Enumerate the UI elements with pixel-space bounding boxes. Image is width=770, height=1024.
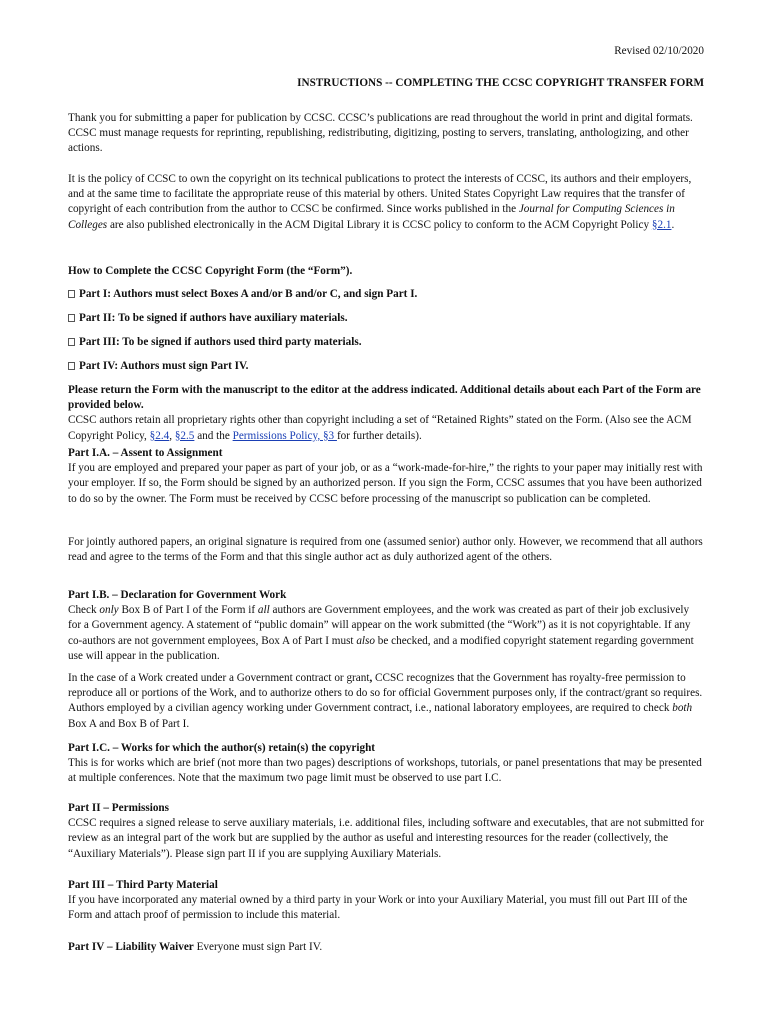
how-to-item-part-iii xyxy=(68,335,704,350)
intro-paragraph: Thank you for submitting a paper for publication by CCSC. CCSC’s publications are read throughout the world in print and digital formats. CCSC must manage requests for reprinting, republishing, redistributing, digitizing, posting to servers, translating, anthologizing, and other actions. xyxy=(68,112,693,155)
joint-authors-paragraph: For jointly authored papers, an original signature is required from one (assumed senior) author only. However, we recommend that all authors read and agree to the terms of the Form and that this single author act as duly authorized agent of the others. xyxy=(68,536,703,564)
how-to-item-part-ii xyxy=(68,311,704,326)
checkbox-icon xyxy=(68,314,75,322)
how-to-item-label: Part IV: Authors must sign Part IV. xyxy=(79,360,249,372)
how-to-item-label: Part II: To be signed if authors have auxiliary materials. xyxy=(79,312,348,324)
part-ib-text-3: authors are Government employees, and the work was created as part of their job exclusively for a Government agency. A statement of “public domain” will appear on the work submitted (the “Work”) as it is not copyrightable. If any co-authors are not government employees, Box A of Part I must xyxy=(68,604,691,647)
separator-text: , xyxy=(169,429,175,442)
policy-text-1: It is the policy of CCSC to own the copyright on its technical publications to protect the interests of CCSC, its authors and their employers, and at the same time to facilitate the appropriate reuse of this material by others. United States Copyright Law requires that the transfer of copyright of each contribution from the author to CCSC be confirmed. Since works published in the xyxy=(68,173,692,216)
retained-rights-text-1: CCSC authors retain all proprietary rights other than copyright including a set of “Retained Rights” stated on the Form. (Also see the ACM Copyright Policy, xyxy=(68,414,692,442)
part-ib-text-1: Check xyxy=(68,604,100,617)
journal-title: Journal for Computing Sciences in Colleges xyxy=(68,203,675,231)
how-to-heading: How to Complete the CCSC Copyright Form (the “Form”). xyxy=(68,265,353,277)
part-iii-text: If you have incorporated any material owned by a third party in your Work or into your Auxiliary Material, you must fill out Part III of the Form and attach proof of permission to include this material. xyxy=(68,894,688,922)
how-to-item-label: Part III: To be signed if authors used third party materials. xyxy=(79,336,362,348)
policy-text-end: . xyxy=(671,218,675,231)
part-iii-section xyxy=(68,878,704,924)
acm-policy-2-1-link[interactable]: §2.1 xyxy=(651,218,672,231)
part-ia-text: If you are employed and prepared your paper as part of your job, or as a “work-made-for-hire,” the rights to your paper may initially rest with your employer. If so, the Form should be signed by an authorized person. If you sign the Form, CCSC assumes that you have been authorized to do so by the owner. The Form must be received by CCSC before processing of the manuscript so publication can be completed. xyxy=(68,462,703,505)
how-to-item-part-iv xyxy=(68,359,704,374)
policy-paragraph xyxy=(68,172,704,233)
emphasis-only: only xyxy=(99,604,119,617)
part-ic-text: This is for works which are brief (not more than two pages) descriptions of workshops, tutorials, or panel presentations that may be presented at multiple conferences. Note that the maximum two page limit must be observed to use part I.C. xyxy=(68,757,702,785)
revised-date: Revised 02/10/2020 xyxy=(614,45,704,57)
part-iv-section xyxy=(68,940,704,955)
gov-contract-comma: , xyxy=(369,672,373,684)
retained-rights-text-3: and the xyxy=(194,429,233,442)
gov-contract-text-1: In the case of a Work created under a Government contract or grant xyxy=(68,672,370,684)
part-ia-section xyxy=(68,446,704,507)
part-ic-heading: Part I.C. – Works for which the author(s) retain(s) the copyright xyxy=(68,742,376,754)
checkbox-icon xyxy=(68,362,75,370)
part-ib-text xyxy=(68,603,704,664)
government-contract-paragraph xyxy=(68,671,704,732)
part-ib-heading: Part I.B. – Declaration for Government Work xyxy=(68,589,287,601)
part-iv-text: Everyone must sign Part IV. xyxy=(193,941,323,953)
checkbox-icon xyxy=(68,290,75,298)
part-ib-text-2: Box B of Part I of the Form if xyxy=(118,604,258,617)
emphasis-also: also xyxy=(356,634,375,647)
acm-policy-2-5-link[interactable]: §2.5 xyxy=(174,429,195,442)
permissions-policy-link[interactable]: Permissions Policy, §3 xyxy=(232,429,337,442)
policy-text-2: are also published electronically in the ACM Digital Library it is CCSC policy to conform to the ACM Copyright Policy xyxy=(107,218,652,231)
retained-rights-text-4: for further details). xyxy=(336,429,422,442)
emphasis-both: both xyxy=(672,702,693,715)
part-ii-text: CCSC requires a signed release to serve auxiliary materials, i.e. additional files, including software and executables, that are not submitted for review as an integral part of the work but are supplied by the author as useful and interesting resources for the reader (collectively, the “Auxiliary Materials”). Please sign part II if you are supplying Auxiliary Materials. xyxy=(68,817,704,860)
checkbox-icon xyxy=(68,338,75,346)
part-ia-heading: Part I.A. – Assent to Assignment xyxy=(68,447,223,459)
part-ii-heading: Part II – Permissions xyxy=(68,802,169,814)
emphasis-all: all xyxy=(257,604,270,617)
how-to-item-part-i xyxy=(68,287,704,302)
acm-policy-2-4-link[interactable]: §2.4 xyxy=(149,429,170,442)
return-instructions: Please return the Form with the manuscript to the editor at the address indicated. Additional details about each Part of the Form are provided below. xyxy=(68,384,701,412)
how-to-item-label: Part I: Authors must select Boxes A and/or B and/or C, and sign Part I. xyxy=(79,288,418,300)
part-ic-section xyxy=(68,741,704,787)
retained-rights-paragraph xyxy=(68,413,704,443)
part-iii-heading: Part III – Third Party Material xyxy=(68,879,218,891)
part-ib-text-4: be checked, and a modified copyright statement regarding government use will appear in the publication. xyxy=(68,634,694,662)
part-ib-section xyxy=(68,588,704,664)
document-title: INSTRUCTIONS -- COMPLETING THE CCSC COPYRIGHT TRANSFER FORM xyxy=(297,77,704,89)
part-iv-heading: Part IV – Liability Waiver xyxy=(68,941,194,953)
return-section xyxy=(68,383,704,444)
part-ii-section xyxy=(68,801,704,862)
gov-contract-text-2: CCSC recognizes that the Government has royalty-free permission to reproduce all or portions of the Work, and to authorize others to do so for official Government purposes only, if the contract/grant so requires. Authors employed by a civilian agency working under Government contract, i.e., national laboratory employees, are required to check xyxy=(68,672,703,715)
gov-contract-text-3: Box A and Box B of Part I. xyxy=(68,717,190,730)
